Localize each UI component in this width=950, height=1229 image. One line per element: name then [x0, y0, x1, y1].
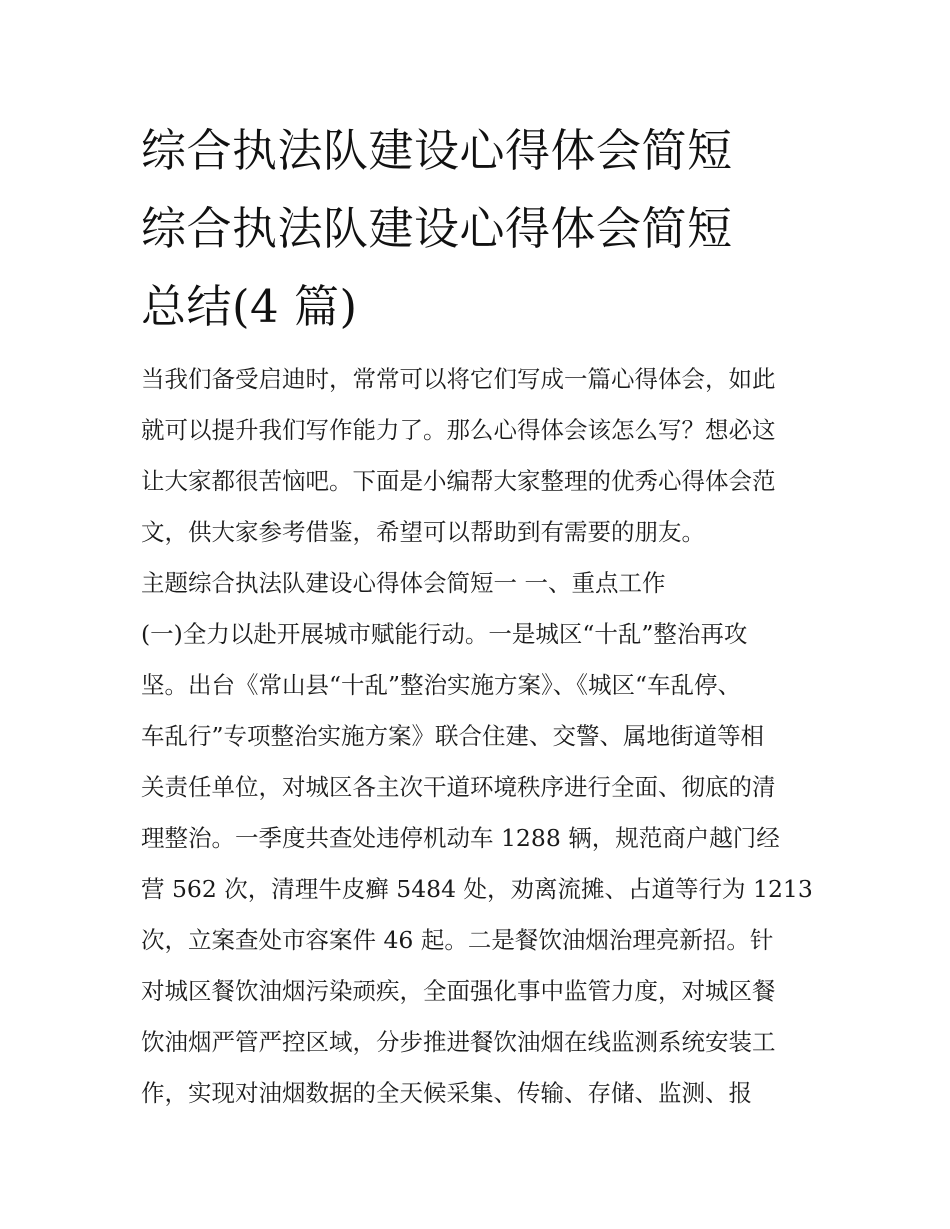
- intro-line: 就可以提升我们写作能力了。那么心得体会该怎么写？想必这: [141, 416, 776, 444]
- document-content: [141, 112, 813, 1119]
- intro-line: 让大家都很苦恼吧。下面是小编帮大家整理的优秀心得体会范: [141, 467, 776, 495]
- body-line: 对城区餐饮油烟污染顽疾，全面强化事中监管力度，对城区餐: [141, 977, 776, 1005]
- title-line: 综合执法队建设心得体会简短: [141, 124, 733, 177]
- body-line: 饮油烟严管严控区域，分步推进餐饮油烟在线监测系统安装工: [141, 1028, 776, 1056]
- intro-line: 文，供大家参考借鉴，希望可以帮助到有需要的朋友。: [141, 518, 705, 546]
- body-line: 车乱行”专项整治实施方案》联合住建、交警、属地街道等相: [141, 722, 765, 750]
- body-line: 坚。出台《常山县“十乱”整治实施方案》、《城区“车乱停、: [141, 671, 742, 699]
- title-line: 综合执法队建设心得体会简短: [141, 202, 733, 255]
- section-heading: [141, 558, 813, 609]
- body-paragraph: [141, 609, 813, 1119]
- intro-line: 当我们备受启迪时，常常可以将它们写成一篇心得体会，如此: [141, 365, 776, 393]
- intro-paragraph: [141, 354, 813, 558]
- document-title: [141, 112, 813, 346]
- body-line: 次，立案查处市容案件 46 起。二是餐饮油烟治理亮新招。针: [141, 926, 774, 954]
- body-line: 作，实现对油烟数据的全天候采集、传输、存储、监测、报: [141, 1079, 752, 1107]
- title-line: 总结(4 篇): [141, 280, 358, 333]
- body-line: 营 562 次，清理牛皮癣 5484 处，劝离流摊、占道等行为 1213: [141, 875, 813, 903]
- body-line: 关责任单位，对城区各主次干道环境秩序进行全面、彻底的清: [141, 773, 776, 801]
- body-line: 理整治。一季度共查处违停机动车 1288 辆，规范商户越门经: [141, 824, 780, 852]
- body-line: (一)全力以赴开展城市赋能行动。一是城区“十乱”整治再攻: [141, 620, 748, 648]
- section-heading-text: 主题综合执法队建设心得体会简短一 一、重点工作: [141, 569, 666, 597]
